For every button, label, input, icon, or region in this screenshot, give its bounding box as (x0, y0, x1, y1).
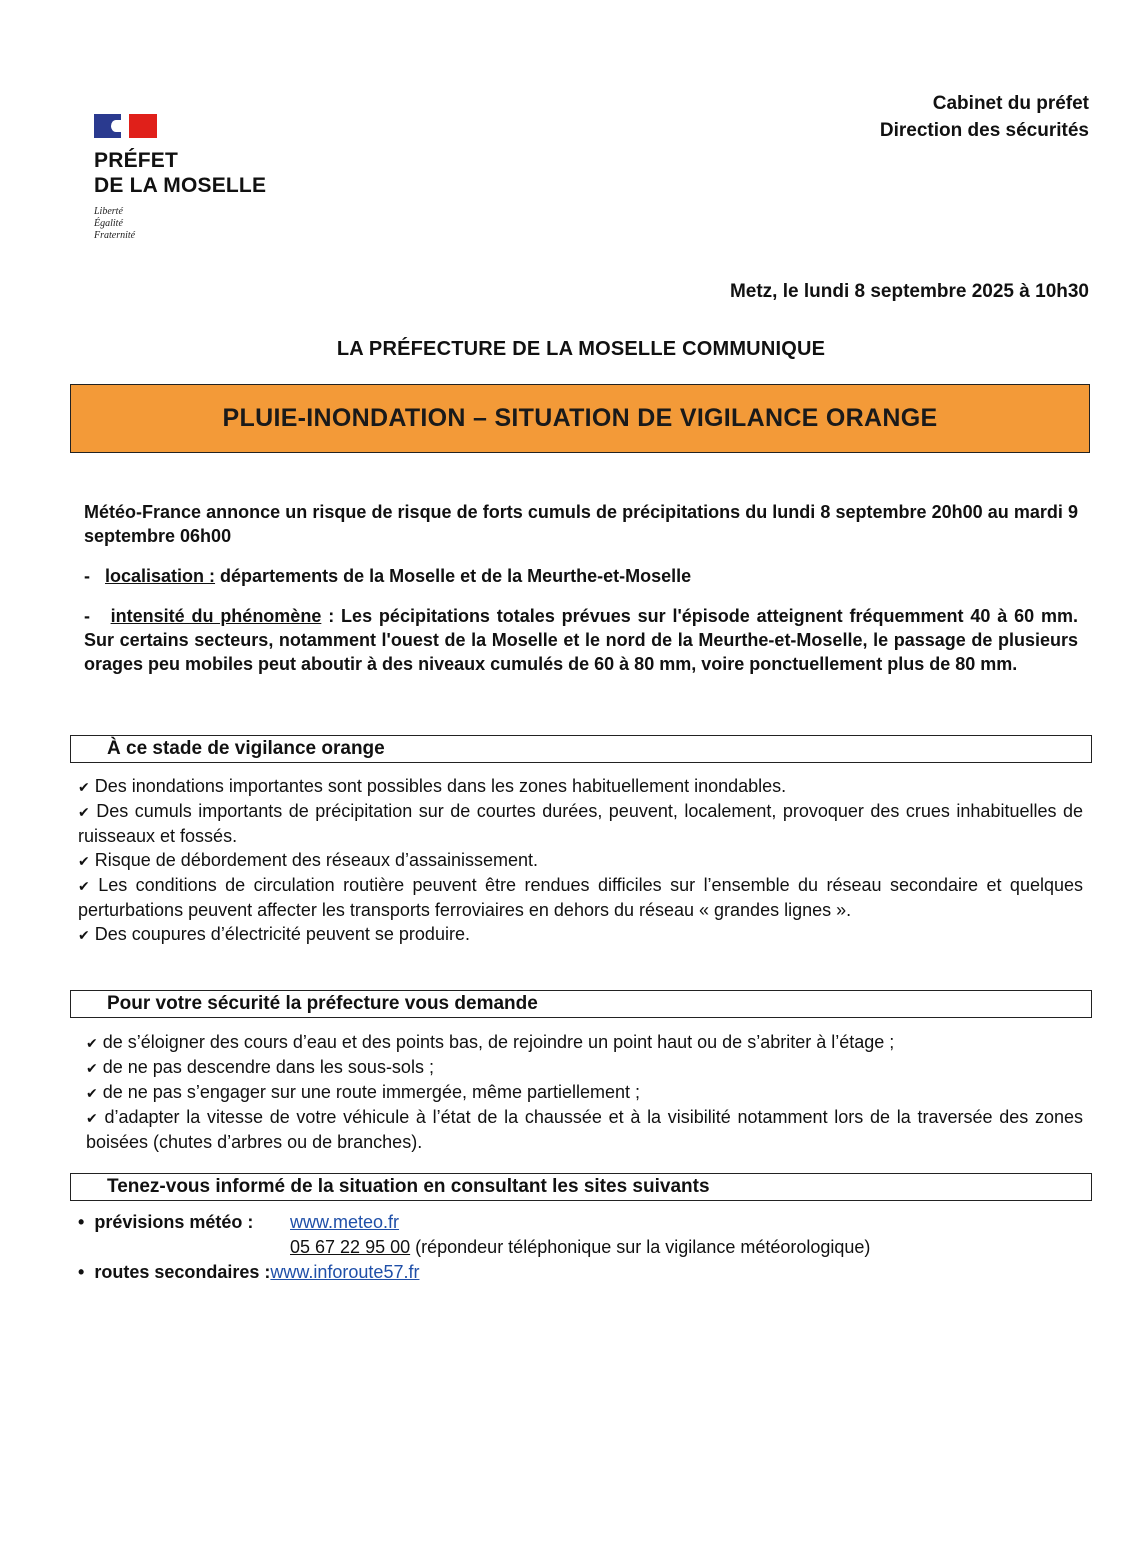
motto-liberte: Liberté (94, 206, 123, 217)
intro-block (84, 500, 1078, 676)
intensity-paragraph: - intensité du phénomène : Les pécipitations totales prévues sur l'épisode atteignent fréquemment 40 à 60 mm. Sur certains secteurs, notamment l'ouest de la Moselle et le nord de la Meurthe-et-Moselle, le passage de plusieurs orages peu mobiles peut aboutir à des niveaux cumulés de 60 à 80 mm, voire ponctuellement plus de 80 mm. (84, 606, 1078, 674)
inforoute-link[interactable]: www.inforoute57.fr (270, 1262, 420, 1282)
intensity-text: : Les pécipitations totales prévues sur l'épisode atteignent fréquemment 40 à 60 mm. Sur certains secteurs, notamment l'ouest de la Moselle et le nord de la Meurthe-et-Moselle, le passage de plusieurs orages peu mobiles peut aboutir à des niveaux cumulés de 60 à 80 mm, voire ponctuellement plus de 80 mm. (84, 606, 1078, 674)
logo-title (94, 148, 314, 198)
list-item: ✔ de ne pas descendre dans les sous-sols ; (86, 1057, 434, 1077)
list-item: ✔ Des cumuls importants de précipitation sur de courtes durées, peuvent, localement, provoquer des crues inhabituelles de ruisseaux et fossés. (78, 801, 1083, 846)
bullet-icon: • (78, 1262, 85, 1282)
office-line2: Direction des sécurités (879, 120, 1089, 141)
checkmark-icon: ✔ (86, 1060, 98, 1076)
office-line1: Cabinet du préfet (932, 93, 1089, 114)
checkmark-icon: ✔ (78, 878, 90, 894)
logo-title-line2: DE LA MOSELLE (94, 174, 267, 197)
vigilance-consequences-list (78, 774, 1083, 947)
section-vigilance-title: À ce stade de vigilance orange (70, 735, 1092, 763)
communique-heading: LA PRÉFECTURE DE LA MOSELLE COMMUNIQUE (336, 338, 826, 360)
localisation-line: - localisation : départements de la Moselle et de la Meurthe-et-Moselle (84, 566, 692, 586)
checkmark-icon: ✔ (78, 804, 90, 820)
announcement-text: Météo-France annonce un risque de risque de forts cumuls de précipitations du lundi 8 septembre 20h00 au mardi 9 septembre 06h00 (84, 502, 1078, 546)
list-item: ✔ Risque de débordement des réseaux d’assainissement. (78, 850, 539, 870)
checkmark-icon: ✔ (78, 927, 90, 943)
prefet-moselle-logo (94, 114, 314, 242)
list-item: ✔ Des inondations importantes sont possibles dans les zones habituellement inondables. (78, 776, 787, 796)
checkmark-icon: ✔ (86, 1110, 98, 1126)
localisation-text: départements de la Moselle et de la Meurthe-et-Moselle (215, 566, 692, 586)
logo-title-line1: PRÉFET (94, 149, 179, 172)
safety-instructions-list (86, 1030, 1083, 1154)
checkmark-icon: ✔ (86, 1035, 98, 1051)
meteo-link[interactable]: www.meteo.fr (290, 1212, 400, 1232)
routes-row (78, 1260, 870, 1285)
meteo-row (78, 1210, 870, 1235)
phone-row (78, 1235, 870, 1260)
motto-fraternite: Fraternité (94, 230, 136, 241)
phone-number[interactable]: 05 67 22 95 00 (290, 1237, 411, 1257)
list-item: ✔ d’adapter la vitesse de votre véhicule à l’état de la chaussée et à la visibilité notamment lors de la traversée des zones boisées (chutes d’arbres ou de branches). (86, 1107, 1083, 1152)
issue-date: Metz, le lundi 8 septembre 2025 à 10h30 (729, 281, 1089, 302)
republic-motto (94, 206, 314, 242)
issuing-office (880, 90, 1089, 144)
meteo-label: prévisions météo : (94, 1212, 254, 1232)
checkmark-icon: ✔ (86, 1085, 98, 1101)
marianne-flag-icon (94, 114, 157, 138)
section-information-title: Tenez-vous informé de la situation en consultant les sites suivants (70, 1173, 1092, 1201)
section-safety-title: Pour votre sécurité la préfecture vous demande (70, 990, 1092, 1018)
list-item: ✔ Des coupures d’électricité peuvent se produire. (78, 924, 470, 944)
localisation-label: localisation : (105, 566, 216, 586)
list-item: ✔ Les conditions de circulation routière peuvent être rendues difficiles sur l’ensemble du réseau secondaire et quelques perturbations peuvent affecter les transports ferroviaires en dehors du réseau « grandes lignes ». (78, 875, 1083, 920)
routes-label: routes secondaires : (94, 1262, 271, 1282)
motto-egalite: Égalité (94, 218, 123, 229)
vigilance-banner (70, 384, 1090, 453)
intensity-label: intensité du phénomène (110, 606, 322, 626)
list-item: ✔ de ne pas s’engager sur une route immergée, même partiellement ; (86, 1082, 641, 1102)
list-item: ✔ de s’éloigner des cours d’eau et des points bas, de rejoindre un point haut ou de s’abriter à l’étage ; (86, 1032, 895, 1052)
information-links (78, 1210, 870, 1285)
bullet-icon: • (78, 1212, 85, 1232)
banner-title: PLUIE-INONDATION – SITUATION DE VIGILANCE ORANGE (222, 404, 938, 432)
checkmark-icon: ✔ (78, 779, 90, 795)
phone-note: (répondeur téléphonique sur la vigilance météorologique) (410, 1237, 871, 1257)
checkmark-icon: ✔ (78, 853, 90, 869)
